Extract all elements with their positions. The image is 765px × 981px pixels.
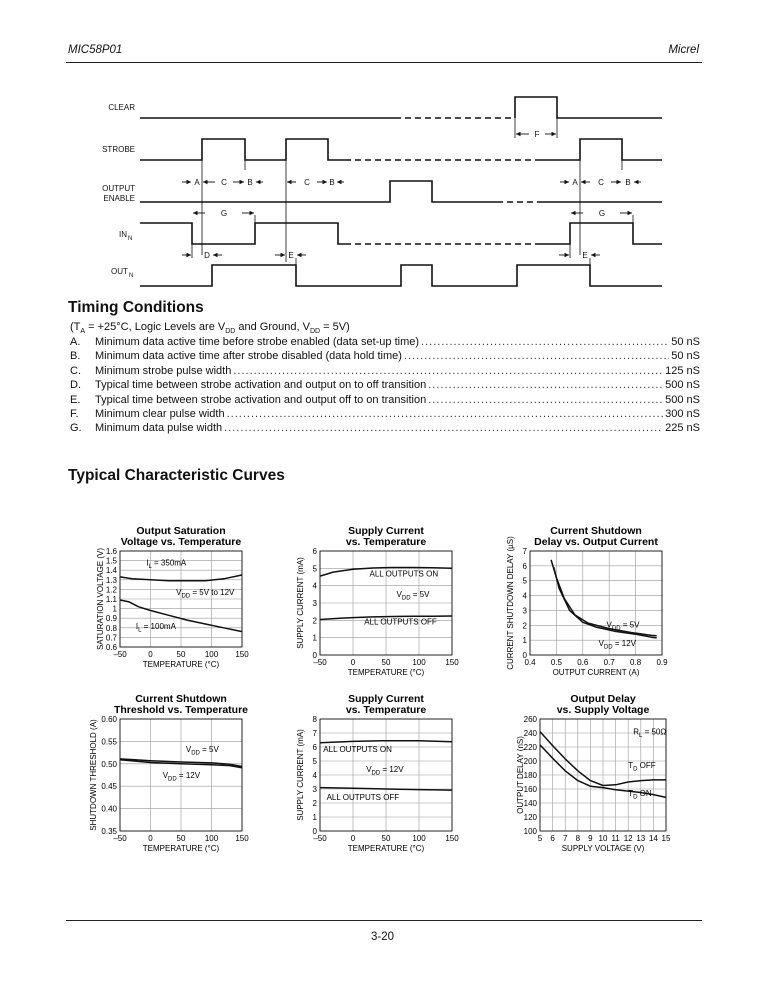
marker-e-2: E: [582, 251, 588, 260]
y-tick-label: 0.35: [101, 827, 117, 836]
annotation-sub: D: [633, 794, 638, 801]
series-line: [551, 560, 657, 636]
x-tick-label: 8: [575, 834, 581, 843]
annotation-part: OFF: [637, 761, 656, 770]
annotation-label: ALL OUTPUTS OFF: [364, 617, 437, 627]
tc-row: [70, 365, 700, 379]
tc-key: D.: [70, 379, 81, 392]
characteristic-curves: [0, 520, 765, 855]
annotation-part: T: [628, 789, 634, 798]
chart-title: Output Saturation: [136, 525, 226, 537]
annotation-part: V: [606, 620, 612, 630]
marker-g-2: G: [598, 209, 606, 218]
y-tick-label: 1.4: [105, 566, 117, 576]
timing-conditions-title: Timing Conditions: [68, 299, 204, 316]
annotation-sub: DD: [603, 644, 613, 651]
annotation-part: R: [633, 727, 640, 737]
chart-title: Current Shutdown: [135, 693, 227, 705]
y-axis-label: OUTPUT DELAY (nS): [516, 736, 525, 814]
y-tick-label: 5: [522, 576, 527, 586]
annotation-part: = 5V: [199, 745, 219, 755]
annotation-part: = 12V: [380, 765, 404, 775]
tc-value: 225 nS: [665, 422, 700, 435]
y-tick-label: 5: [312, 757, 317, 766]
y-axis-label: SHUTDOWN THRESHOLD (A): [89, 719, 98, 831]
marker-e-1: E: [288, 251, 294, 260]
chart-title: Threshold vs. Temperature: [113, 704, 249, 716]
tc-sub-s2: DD: [225, 328, 236, 336]
x-tick-label: 12: [623, 834, 633, 843]
chart-3: [506, 525, 668, 677]
annotation-sub: L: [148, 563, 152, 570]
y-tick-label: 1: [312, 813, 317, 822]
x-tick-label: 0: [350, 834, 356, 843]
tc-value: 125 nS: [665, 364, 700, 377]
y-tick-label: 0.6: [105, 643, 117, 652]
y-tick-label: 7: [522, 547, 527, 556]
x-tick-label: 150: [235, 834, 249, 843]
chart-6: [516, 693, 671, 853]
y-tick-label: 1.2: [105, 585, 117, 595]
x-axis-label: TEMPERATURE (°C): [142, 660, 220, 669]
sig-in-label: IN: [119, 230, 127, 239]
x-tick-label: 9: [588, 834, 593, 843]
y-tick-label: 0: [312, 827, 317, 836]
annotation-sub: DD: [191, 750, 200, 757]
tc-sub-p3: and Ground, V: [235, 321, 310, 333]
annotation-label: [607, 621, 641, 633]
x-tick-label: –50: [313, 658, 327, 667]
tc-sub-p2: = +25°C, Logic Levels are V: [85, 321, 226, 333]
x-axis-label: SUPPLY VOLTAGE (V): [561, 844, 645, 853]
y-tick-label: 2: [312, 799, 317, 808]
x-tick-label: 50: [176, 834, 186, 843]
annotation-part: V: [185, 745, 192, 755]
footer-rule: [66, 920, 702, 921]
annotation-label: [136, 622, 177, 634]
tc-row: [70, 379, 700, 393]
marker-a-1: A: [194, 178, 200, 187]
x-tick-label: 100: [412, 834, 426, 843]
x-tick-label: 0.8: [630, 658, 642, 667]
y-tick-label: 0.55: [101, 737, 117, 747]
x-tick-label: 50: [176, 650, 186, 659]
x-tick-label: 0: [350, 658, 356, 667]
x-tick-label: 7: [562, 834, 568, 843]
in-wave-end: [540, 223, 662, 244]
annotation-part: V: [162, 771, 169, 781]
marker-c-2: C: [304, 178, 310, 187]
y-tick-label: 2: [312, 616, 317, 626]
annotation-label: ALL OUTPUTS ON: [323, 744, 392, 754]
annotation-label: [599, 639, 637, 651]
sig-in-sub: N: [128, 236, 133, 242]
tc-text: Minimum data pulse width: [95, 422, 223, 435]
tc-value: 50 nS: [671, 336, 700, 348]
x-tick-label: –50: [313, 834, 327, 843]
marker-f: F: [534, 130, 540, 139]
annotation-part: T: [628, 761, 634, 770]
x-tick-label: 100: [204, 834, 219, 843]
annotation-label: [186, 745, 220, 757]
x-tick-label: 0.5: [550, 658, 562, 667]
marker-c-1: C: [221, 178, 227, 187]
y-tick-label: 0.7: [105, 633, 117, 643]
annotation-part: = 12V: [612, 639, 637, 649]
annotation-part: V: [366, 765, 372, 775]
tc-text: Minimum data active time after strobe disabled (data hold time): [95, 350, 402, 363]
annotation-part: I: [146, 558, 149, 568]
chart-title: Supply Current: [348, 693, 424, 705]
tc-key: B.: [70, 350, 81, 363]
x-tick-label: 100: [412, 658, 426, 667]
x-tick-label: 15: [661, 834, 671, 843]
y-tick-label: 200: [523, 757, 537, 766]
chart-title: Output Delay: [570, 693, 636, 705]
tc-sub-p1: (T: [70, 321, 81, 333]
y-tick-label: 8: [312, 715, 317, 724]
tc-key: G.: [70, 422, 82, 435]
y-tick-label: 7: [312, 729, 317, 738]
y-tick-label: 0.8: [105, 623, 117, 633]
chart-title: Supply Current: [348, 525, 424, 537]
y-tick-label: 160: [523, 785, 537, 794]
sig-strobe-label: STROBE: [102, 145, 135, 154]
y-tick-label: 4: [312, 771, 317, 780]
tc-key: F.: [70, 407, 79, 420]
y-axis-label: SATURATION VOLTAGE (V): [96, 547, 105, 651]
y-tick-label: 4: [312, 581, 317, 591]
annotation-sub: DD: [371, 770, 381, 777]
x-tick-label: 0.4: [524, 658, 536, 667]
marker-b-2: B: [329, 178, 335, 187]
tc-text: Minimum clear pulse width: [95, 407, 225, 420]
annotation-part: = 50Ω: [642, 727, 667, 737]
chart-1: [96, 525, 249, 669]
annotation-part: = 100mA: [141, 621, 176, 631]
x-tick-label: 0.6: [577, 658, 589, 667]
y-tick-label: 4: [522, 591, 527, 601]
x-tick-label: 100: [204, 650, 219, 659]
y-tick-label: 0.45: [101, 782, 117, 792]
annotation-label: [628, 789, 652, 801]
y-axis-label: SUPPLY CURRENT (mA): [296, 557, 305, 649]
x-tick-label: 6: [550, 834, 555, 843]
x-tick-label: 0.9: [656, 658, 668, 667]
marker-b-3: B: [625, 178, 631, 187]
x-tick-label: 0.7: [603, 658, 615, 667]
y-axis-label: SUPPLY CURRENT (mA): [296, 729, 305, 821]
sig-out-label: OUT: [111, 267, 128, 276]
x-tick-label: 10: [598, 834, 608, 843]
x-tick-label: 150: [445, 834, 459, 843]
in-wave: [140, 223, 345, 244]
tc-value: 300 nS: [665, 407, 700, 420]
tc-sub-s3: DD: [309, 328, 321, 336]
y-tick-label: 6: [312, 743, 317, 752]
x-axis-label: TEMPERATURE (°C): [347, 668, 425, 677]
annotation-sub: L: [138, 627, 142, 634]
y-tick-label: 240: [523, 729, 537, 738]
chart-2: [296, 525, 459, 677]
y-tick-label: 6: [312, 547, 317, 556]
annotation-label: [633, 727, 666, 739]
chart-title: Delay vs. Output Current: [534, 536, 658, 548]
annotation-label: [397, 590, 431, 602]
chart-title: Current Shutdown: [550, 525, 642, 537]
y-tick-label: 100: [523, 827, 537, 836]
tc-text: Minimum strobe pulse width: [95, 364, 232, 377]
timing-conditions-subtitle: [70, 321, 350, 335]
x-axis-label: OUTPUT CURRENT (A): [552, 668, 640, 677]
annotation-sub: DD: [168, 776, 177, 783]
chart-title: Voltage vs. Temperature: [120, 536, 242, 548]
y-tick-label: 0: [522, 651, 527, 660]
tc-row: [70, 336, 700, 350]
y-tick-label: 220: [523, 743, 537, 752]
chart-title: vs. Temperature: [345, 536, 427, 548]
y-tick-label: 1.6: [105, 547, 117, 556]
tc-row: [70, 422, 700, 436]
tc-row: [70, 350, 700, 364]
y-tick-label: 1.5: [105, 556, 117, 566]
chart-title: vs. Temperature: [345, 704, 427, 716]
chart-5: [296, 693, 459, 853]
tc-sub-s1: A: [80, 328, 86, 336]
plot-frame: [530, 551, 662, 655]
annotation-sub: DD: [181, 593, 191, 600]
y-tick-label: 1.1: [105, 595, 117, 604]
y-tick-label: 1.3: [105, 575, 117, 585]
tc-value: 50 nS: [671, 350, 700, 363]
timing-diagram: [0, 0, 765, 300]
x-tick-label: 0: [148, 650, 153, 659]
annotation-part: = 5V: [410, 589, 430, 599]
timing-guides-1: [192, 160, 296, 265]
tc-value: 500 nS: [665, 379, 700, 392]
annotation-part: V: [598, 639, 604, 649]
annotation-part: = 5V to 12V: [190, 588, 235, 598]
tc-key: E.: [70, 393, 81, 406]
annotation-sub: L: [639, 732, 643, 739]
x-tick-label: 150: [445, 658, 459, 667]
annotation-part: ON: [637, 789, 652, 798]
annotation-sub: DD: [611, 626, 621, 633]
y-tick-label: 3: [312, 785, 317, 794]
out-wave: [140, 265, 662, 286]
x-tick-label: 50: [381, 658, 391, 667]
x-tick-label: –50: [113, 834, 127, 843]
marker-b-1: B: [247, 178, 253, 187]
x-tick-label: 0: [148, 834, 153, 843]
y-tick-label: 3: [312, 599, 317, 608]
y-tick-label: 140: [523, 799, 537, 808]
x-tick-label: –50: [113, 650, 127, 659]
y-tick-label: 2: [522, 621, 527, 631]
y-tick-label: 0.40: [101, 804, 117, 814]
page-number: 3-20: [370, 931, 395, 943]
tc-value: 500 nS: [665, 393, 700, 406]
y-tick-label: 5: [312, 564, 317, 574]
x-tick-label: 14: [648, 834, 658, 843]
x-tick-label: 5: [537, 834, 543, 843]
strobe-wave-end: [540, 139, 662, 160]
y-tick-label: 1: [522, 636, 527, 646]
sig-clear-label: CLEAR: [108, 103, 135, 112]
tc-key: A.: [70, 336, 81, 348]
annotation-part: V: [176, 588, 182, 598]
y-tick-label: 0: [312, 651, 317, 660]
annotation-sub: D: [633, 766, 638, 773]
tc-key: C.: [70, 364, 81, 377]
marker-c-3: C: [598, 178, 604, 187]
x-axis-label: TEMPERATURE (°C): [142, 844, 220, 853]
chart-4: [89, 693, 249, 853]
tc-row: [70, 394, 700, 408]
y-tick-label: 120: [523, 813, 537, 822]
y-tick-label: 1: [112, 604, 117, 614]
x-axis-label: TEMPERATURE (°C): [347, 844, 425, 853]
y-tick-label: 3: [522, 606, 527, 616]
tc-text: Typical time between strobe activation and output off to on transition: [95, 393, 427, 406]
x-tick-label: 13: [636, 834, 646, 843]
annotation-part: = 5V: [620, 620, 640, 630]
marker-a-2: A: [572, 178, 578, 187]
annotation-part: I: [135, 621, 139, 631]
tc-text: Typical time between strobe activation and output on to off transition: [95, 379, 427, 392]
sig-out-sub: N: [129, 273, 134, 279]
annotation-sub: DD: [401, 595, 411, 602]
x-tick-label: 150: [235, 650, 249, 659]
strobe-wave: [140, 139, 345, 160]
doc-part-number: MIC58P01: [68, 44, 123, 56]
annotation-part: = 12V: [176, 771, 201, 781]
marker-d: D: [204, 251, 210, 260]
y-tick-label: 0.50: [101, 759, 117, 769]
annotation-label: ALL OUTPUTS OFF: [326, 793, 400, 803]
tc-sub-p4: = 5V): [320, 321, 350, 333]
chart-title: vs. Supply Voltage: [556, 704, 650, 716]
marker-g-1: G: [220, 209, 228, 218]
sig-enable-label: ENABLE: [103, 194, 135, 203]
y-tick-label: 0.9: [105, 614, 117, 624]
annotation-part: = 350mA: [151, 558, 187, 568]
y-tick-label: 0.60: [101, 715, 117, 724]
y-axis-label: CURRENT SHUTDOWN DELAY (µS): [506, 536, 515, 670]
y-tick-label: 180: [523, 771, 537, 780]
annotation-label: ALL OUTPUTS ON: [369, 569, 439, 579]
tc-row: [70, 408, 700, 422]
company-name: Micrel: [668, 44, 699, 56]
y-tick-label: 6: [522, 561, 527, 571]
x-tick-label: 11: [611, 834, 620, 843]
annotation-part: V: [396, 589, 402, 599]
timing-conditions-list: [70, 336, 700, 437]
annotation-label: [176, 588, 235, 600]
x-tick-label: 50: [381, 834, 391, 843]
y-tick-label: 260: [523, 715, 537, 724]
annotation-label: [163, 771, 201, 783]
clear-pulse: [515, 97, 662, 118]
annotation-label: [628, 761, 656, 773]
curves-title: Typical Characteristic Curves: [68, 467, 285, 484]
sig-output-label: OUTPUT: [102, 184, 135, 193]
tc-text: Minimum data active time before strobe enabled (data set-up time): [95, 336, 420, 348]
y-tick-label: 1: [312, 633, 317, 643]
